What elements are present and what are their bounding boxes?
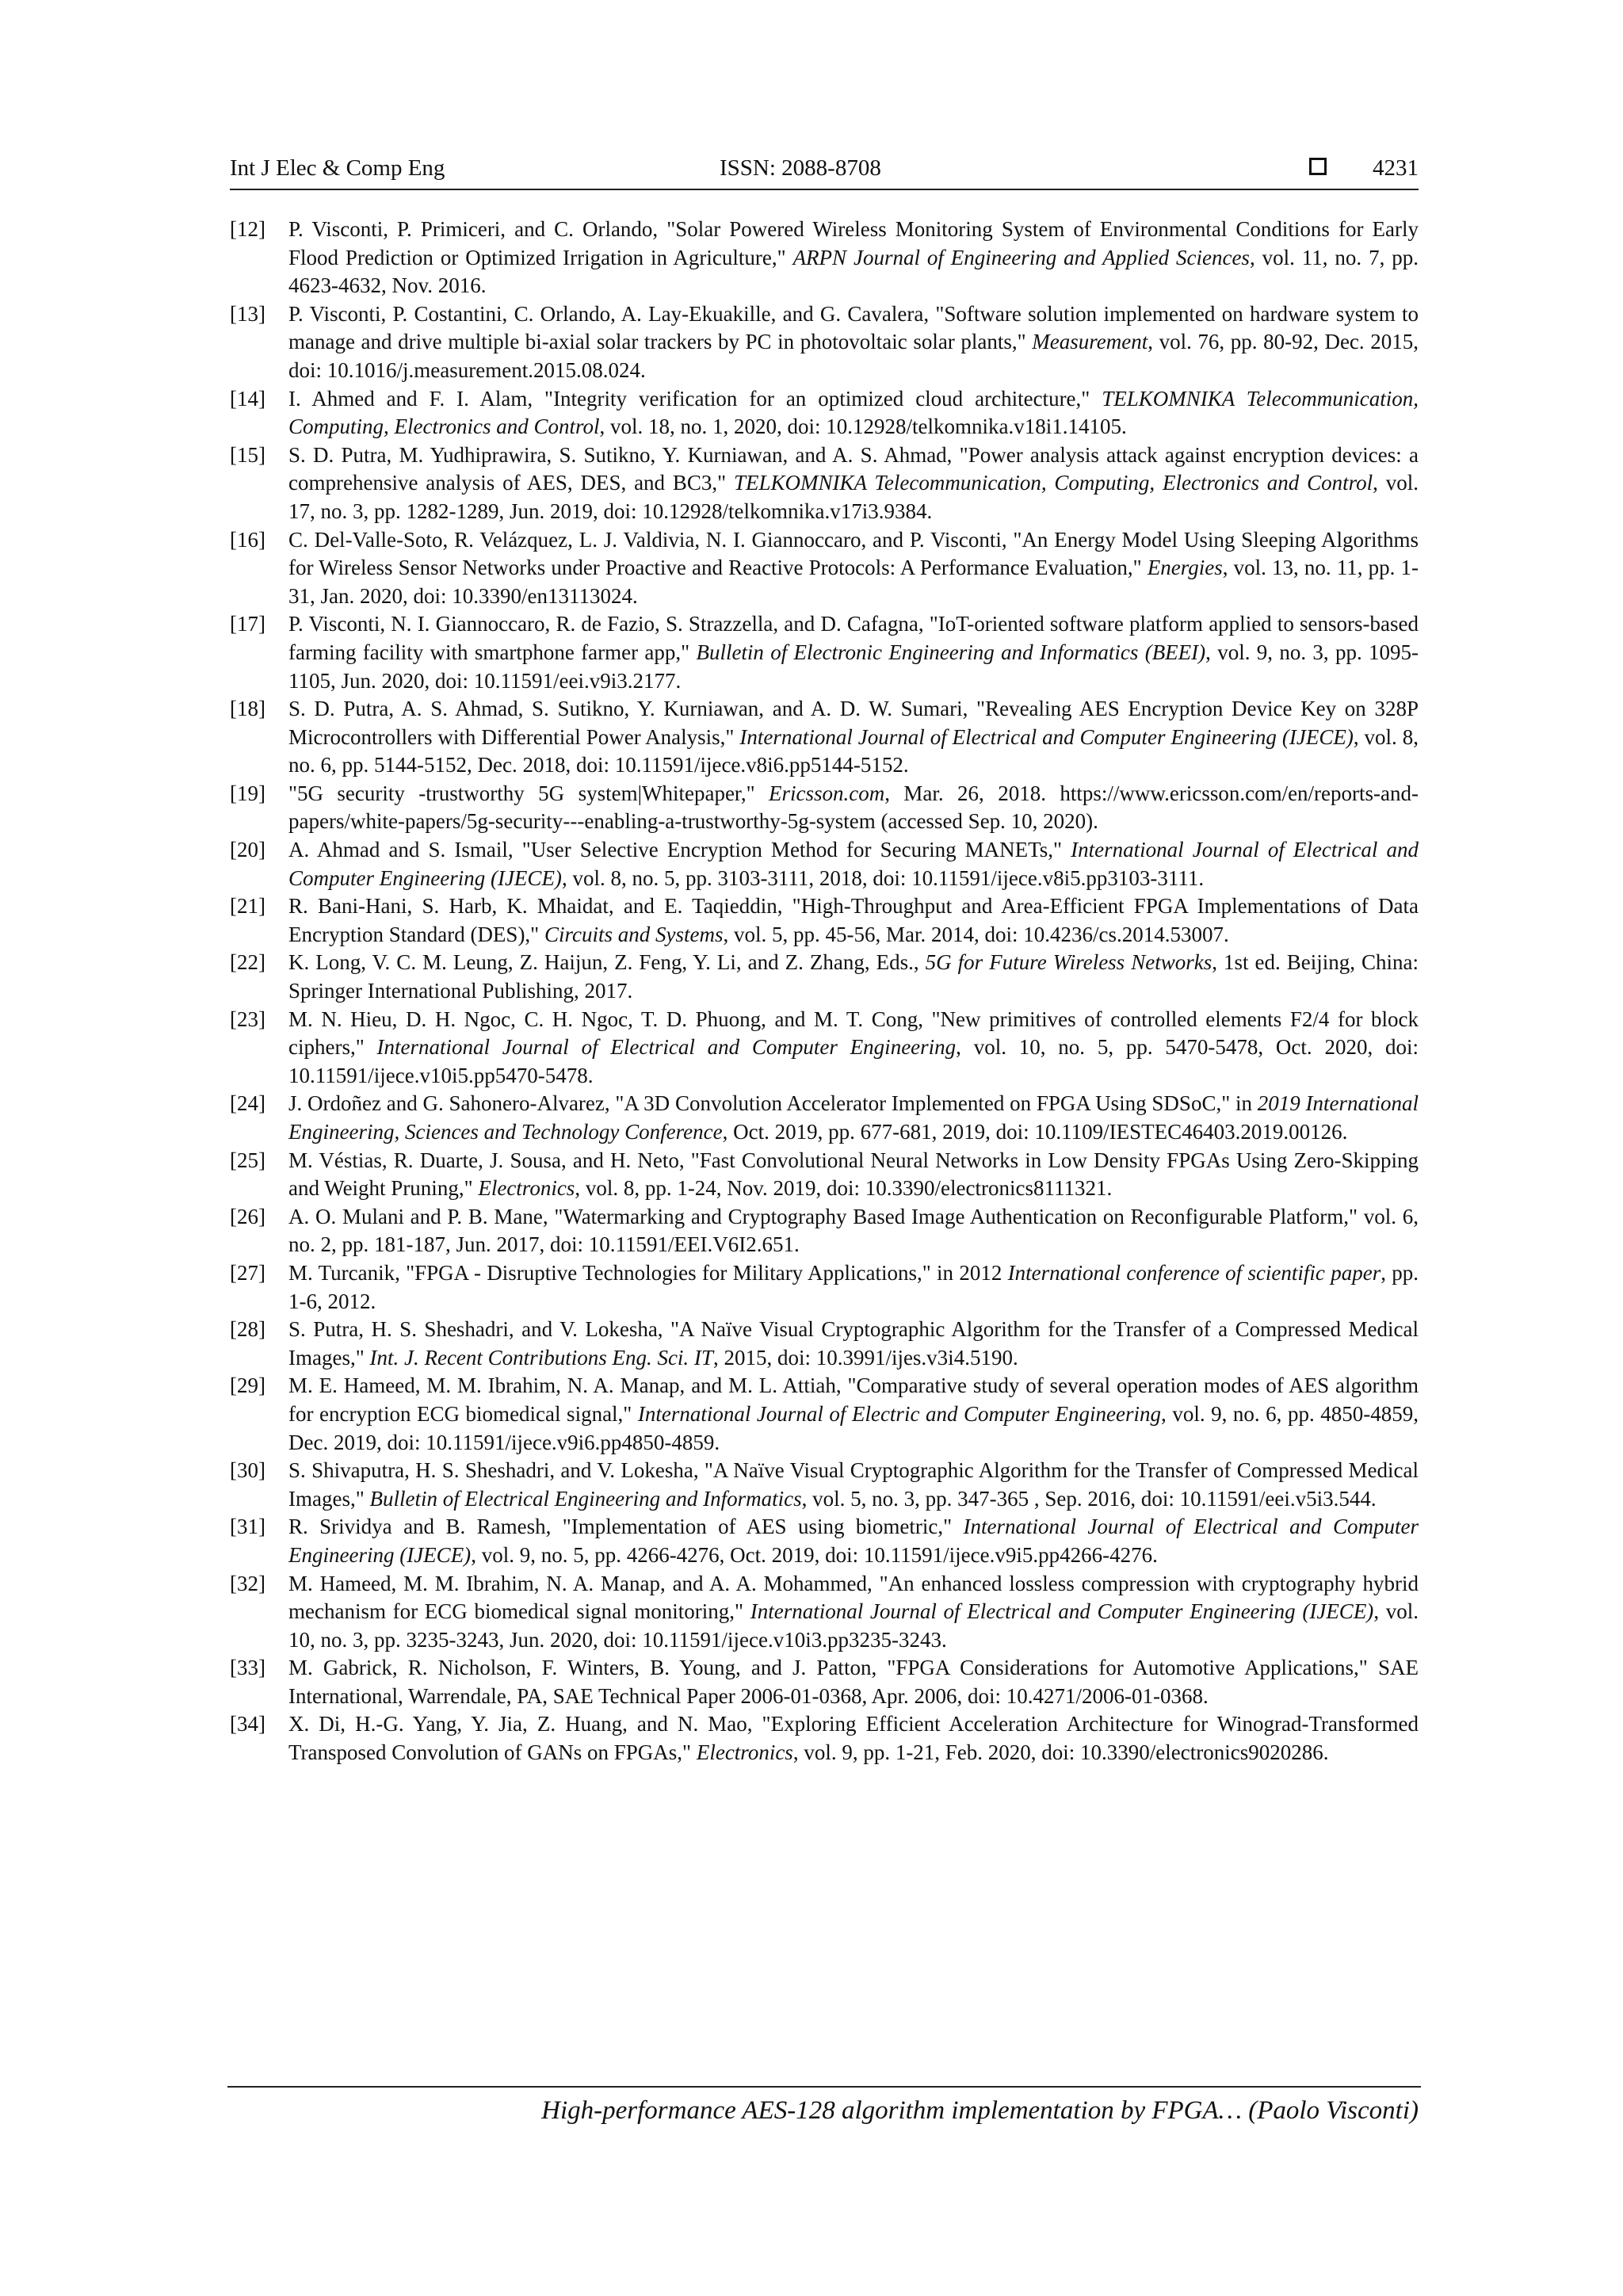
reference-number: [22] — [230, 950, 265, 975]
reference-item — [230, 1316, 1419, 1372]
reference-item — [230, 1090, 1419, 1146]
reference-text: P. Visconti, P. Primiceri, and C. Orlando, "Solar Powered Wireless Monitoring System of Environmental Conditions for Early Flood Prediction or Optimized Irrigation in Agriculture," — [288, 217, 1419, 269]
reference-source: International Journal of Electrical and Computer Engineering (IJECE) — [288, 1515, 1419, 1567]
reference-source: Electronics — [696, 1740, 793, 1765]
reference-text: , vol. 9, no. 3, pp. 1095-1105, Jun. 2020, doi: 10.11591/eei.v9i3.2177. — [288, 640, 1419, 693]
reference-item — [230, 441, 1419, 526]
reference-text: M. Turcanik, "FPGA - Disruptive Technologies for Military Applications," in 2012 — [288, 1260, 1008, 1285]
reference-text: , Oct. 2019, pp. 677-681, 2019, doi: 10.1109/IESTEC46403.2019.00126. — [722, 1120, 1348, 1144]
reference-number: [18] — [230, 697, 265, 721]
reference-number: [19] — [230, 781, 265, 805]
reference-text: S. D. Putra, A. S. Ahmad, S. Sutikno, Y. Kurniawan, and A. D. W. Sumari, "Revealing AES Encryption Device Key on 328P Microcontrollers with Differential Power Analysis," — [288, 697, 1419, 749]
reference-number: [14] — [230, 386, 265, 411]
reference-text: , vol. 5, no. 3, pp. 347-365 , Sep. 2016, doi: 10.11591/eei.v5i3.544. — [801, 1486, 1377, 1511]
reference-text: , vol. 18, no. 1, 2020, doi: 10.12928/telkomnika.v18i1.14105. — [599, 415, 1127, 439]
reference-text: C. Del-Valle-Soto, R. Velázquez, L. J. Valdivia, N. I. Giannoccaro, and P. Visconti, "An Energy Model Using Sleeping Algorithms for Wireless Sensor Networks under Proactive and Reactive Protocols: A Performance Evaluation," — [288, 527, 1419, 580]
reference-source: International Journal of Electric and Computer Engineering — [637, 1401, 1162, 1426]
reference-text: "5G security -trustworthy 5G system|Whitepaper," — [288, 781, 769, 805]
reference-text: , vol. 8, pp. 1-24, Nov. 2019, doi: 10.3390/electronics8111321. — [575, 1176, 1113, 1201]
reference-text: A. Ahmad and S. Ismail, "User Selective Encryption Method for Securing MANETs," — [288, 838, 1071, 862]
reference-list — [230, 216, 1419, 1767]
reference-item — [230, 1457, 1419, 1513]
reference-text: , vol. 13, no. 11, pp. 1-31, Jan. 2020, doi: 10.3390/en13113024. — [288, 556, 1419, 608]
reference-source: Circuits and Systems — [544, 922, 724, 946]
reference-text: S. Putra, H. S. Sheshadri, and V. Lokesha, "A Naïve Visual Cryptographic Algorithm for the Transfer of a Compressed Medical Images," — [288, 1317, 1419, 1370]
reference-number: [30] — [230, 1458, 265, 1483]
reference-number: [15] — [230, 442, 265, 467]
reference-item — [230, 1259, 1419, 1316]
reference-item — [230, 1710, 1419, 1767]
reference-source: TELKOMNIKA Telecommunication, Computing, Electronics and Control — [734, 471, 1373, 495]
page-header — [230, 155, 1419, 190]
reference-text: M. N. Hieu, D. H. Ngoc, C. H. Ngoc, T. D. Phuong, and M. T. Cong, "New primitives of controlled elements F2/4 for block ciphers," — [288, 1007, 1419, 1060]
reference-item — [230, 1372, 1419, 1457]
reference-item — [230, 526, 1419, 611]
reference-number: [27] — [230, 1260, 265, 1285]
reference-number: [25] — [230, 1148, 265, 1172]
reference-source: 2019 International Engineering, Sciences and Technology Conference — [288, 1091, 1419, 1144]
reference-item — [230, 385, 1419, 441]
reference-number: [31] — [230, 1515, 265, 1539]
reference-text: , vol. 9, no. 6, pp. 4850-4859, Dec. 2019, doi: 10.11591/ijece.v9i6.pp4850-4859. — [288, 1401, 1419, 1454]
reference-item — [230, 300, 1419, 385]
reference-text: R. Srividya and B. Ramesh, "Implementation of AES using biometric," — [288, 1515, 964, 1539]
reference-text: , pp. 1-6, 2012. — [288, 1260, 1419, 1313]
reference-text: , Mar. 26, 2018. https://www.ericsson.com/en/reports-and-papers/white-papers/5g-security---enabling-a-trustworthy-5g-system (accessed Sep. 10, 2020). — [288, 781, 1419, 834]
reference-text: , vol. 11, no. 7, pp. 4623-4632, Nov. 2016. — [288, 245, 1419, 298]
reference-text: S. Shivaputra, H. S. Sheshadri, and V. Lokesha, "A Naïve Visual Cryptographic Algorithm for the Transfer of Compressed Medical Images," — [288, 1458, 1419, 1511]
reference-item — [230, 1147, 1419, 1203]
reference-item — [230, 1006, 1419, 1091]
reference-text: M. E. Hameed, M. M. Ibrahim, N. A. Manap, and M. L. Attiah, "Comparative study of several operation modes of AES algorithm for encryption ECG biomedical signal," — [288, 1373, 1419, 1426]
reference-source: International Journal of Electrical and Computer Engineering — [376, 1035, 957, 1060]
reference-source: International Journal of Electrical and Computer Engineering (IJECE) — [739, 724, 1354, 749]
reference-item — [230, 1654, 1419, 1710]
reference-source: TELKOMNIKA Telecommunication, Computing, Electronics and Control — [288, 386, 1419, 439]
reference-item — [230, 949, 1419, 1005]
reference-number: [24] — [230, 1091, 265, 1116]
reference-item — [230, 1513, 1419, 1569]
reference-number: [13] — [230, 301, 265, 326]
reference-source: Bulletin of Electronic Engineering and Informatics (BEEI) — [696, 640, 1206, 664]
reference-item — [230, 780, 1419, 836]
reference-text: I. Ahmed and F. I. Alam, "Integrity verification for an optimized cloud architecture," — [288, 386, 1102, 411]
reference-text: , vol. 5, pp. 45-56, Mar. 2014, doi: 10.4236/cs.2014.53007. — [723, 922, 1229, 946]
footer-divider — [227, 2086, 1421, 2088]
reference-item — [230, 610, 1419, 695]
running-title: High-performance AES-128 algorithm implementation by FPGA… (Paolo Visconti) — [541, 2096, 1419, 2125]
reference-text: A. O. Mulani and P. B. Mane, "Watermarking and Cryptography Based Image Authentication on Reconfigurable Platform," vol. 6, no. 2, pp. 181-187, Jun. 2017, doi: 10.11591/EEI.V6I2.651. — [288, 1204, 1419, 1257]
reference-number: [26] — [230, 1204, 265, 1228]
reference-text: , vol. 17, no. 3, pp. 1282-1289, Jun. 2019, doi: 10.12928/telkomnika.v17i3.9384. — [288, 471, 1419, 523]
reference-text: , 1st ed. Beijing, China: Springer International Publishing, 2017. — [288, 950, 1419, 1003]
reference-number: [16] — [230, 527, 265, 552]
reference-text: M. Véstias, R. Duarte, J. Sousa, and H. Neto, "Fast Convolutional Neural Networks in Low Density FPGAs Using Zero-Skipping and Weight Pruning," — [288, 1148, 1419, 1201]
reference-text: P. Visconti, P. Costantini, C. Orlando, A. Lay-Ekuakille, and G. Cavalera, "Software solution implemented on hardware system to manage and drive multiple bi-axial solar trackers by PC in photovoltaic solar plants," — [288, 301, 1419, 354]
reference-number: [12] — [230, 217, 265, 241]
reference-number: [29] — [230, 1373, 265, 1398]
issn: ISSN: 2088-8708 — [720, 155, 881, 181]
reference-text: , vol. 10, no. 3, pp. 3235-3243, Jun. 2020, doi: 10.11591/ijece.v10i3.pp3235-3243. — [288, 1599, 1419, 1652]
reference-item — [230, 695, 1419, 780]
reference-text: , vol. 9, no. 5, pp. 4266-4276, Oct. 2019, doi: 10.11591/ijece.v9i5.pp4266-4276. — [471, 1542, 1158, 1567]
square-icon — [1309, 158, 1327, 175]
reference-source: International conference of scientific paper — [1007, 1260, 1381, 1285]
reference-number: [23] — [230, 1007, 265, 1031]
reference-text: P. Visconti, N. I. Giannoccaro, R. de Fazio, S. Strazzella, and D. Cafagna, "IoT-oriented software platform applied to sensors-based farming facility with smartphone farmer app," — [288, 612, 1419, 664]
reference-text: M. Hameed, M. M. Ibrahim, N. A. Manap, and A. A. Mohammed, "An enhanced lossless compression with cryptography hybrid mechanism for ECG biomedical signal monitoring," — [288, 1571, 1419, 1624]
reference-source: Energies — [1147, 556, 1223, 580]
reference-item — [230, 836, 1419, 892]
reference-text: , vol. 76, pp. 80-92, Dec. 2015, doi: 10.1016/j.measurement.2015.08.024. — [288, 330, 1419, 382]
reference-text: S. D. Putra, M. Yudhiprawira, S. Sutikno, Y. Kurniawan, and A. S. Ahmad, "Power analysis attack against encryption devices: a comprehensive analysis of AES, DES, and BC3," — [288, 442, 1419, 495]
reference-text: , vol. 8, no. 6, pp. 5144-5152, Dec. 2018, doi: 10.11591/ijece.v8i6.pp5144-5152. — [288, 724, 1419, 777]
reference-source: International Journal of Electrical and Computer Engineering (IJECE) — [288, 838, 1419, 890]
reference-number: [34] — [230, 1712, 265, 1736]
journal-name: Int J Elec & Comp Eng — [230, 155, 445, 181]
reference-item — [230, 216, 1419, 300]
reference-item — [230, 892, 1419, 949]
reference-source: International Journal of Electrical and Computer Engineering (IJECE) — [750, 1599, 1374, 1624]
reference-text: , vol. 10, no. 5, pp. 5470-5478, Oct. 2020, doi: 10.11591/ijece.v10i5.pp5470-5478. — [288, 1035, 1419, 1087]
reference-source: Electronics — [478, 1176, 575, 1201]
reference-source: Bulletin of Electrical Engineering and Informatics — [369, 1486, 802, 1511]
reference-text: X. Di, H.-G. Yang, Y. Jia, Z. Huang, and N. Mao, "Exploring Efficient Acceleration Architecture for Winograd-Transformed Transposed Convolution of GANs on FPGAs," — [288, 1712, 1419, 1765]
reference-text: , 2015, doi: 10.3991/ijes.v3i4.5190. — [712, 1345, 1018, 1370]
reference-number: [21] — [230, 894, 265, 919]
reference-text: , vol. 9, pp. 1-21, Feb. 2020, doi: 10.3390/electronics9020286. — [792, 1740, 1329, 1765]
reference-source: Measurement — [1032, 330, 1148, 354]
reference-source: 5G for Future Wireless Networks — [925, 950, 1212, 975]
reference-number: [17] — [230, 612, 265, 636]
reference-source: ARPN Journal of Engineering and Applied Sciences — [792, 245, 1250, 269]
reference-text: M. Gabrick, R. Nicholson, F. Winters, B. Young, and J. Patton, "FPGA Considerations for Automotive Applications," SAE International, Warrendale, PA, SAE Technical Paper 2006-01-0368, Apr. 2006, doi: 10.4271/2006-01-0368. — [288, 1656, 1419, 1708]
reference-number: [28] — [230, 1317, 265, 1342]
reference-text: R. Bani-Hani, S. Harb, K. Mhaidat, and E. Taqieddin, "High-Throughput and Area-Efficient FPGA Implementations of Data Encryption Standard (DES)," — [288, 894, 1419, 946]
reference-number: [20] — [230, 838, 265, 862]
reference-source: Int. J. Recent Contributions Eng. Sci. IT — [369, 1345, 713, 1370]
reference-number: [32] — [230, 1571, 265, 1595]
reference-number: [33] — [230, 1656, 265, 1680]
page-number: 4231 — [1373, 155, 1419, 181]
reference-item — [230, 1203, 1419, 1259]
reference-text: J. Ordoñez and G. Sahonero-Alvarez, "A 3D Convolution Accelerator Implemented on FPGA Using SDSoC," in — [288, 1091, 1258, 1116]
reference-source: Ericsson.com — [769, 781, 885, 805]
reference-item — [230, 1570, 1419, 1655]
reference-text: , vol. 8, no. 5, pp. 3103-3111, 2018, doi: 10.11591/ijece.v8i5.pp3103-3111. — [561, 865, 1205, 890]
reference-text: K. Long, V. C. M. Leung, Z. Haijun, Z. Feng, Y. Li, and Z. Zhang, Eds., — [288, 950, 926, 975]
